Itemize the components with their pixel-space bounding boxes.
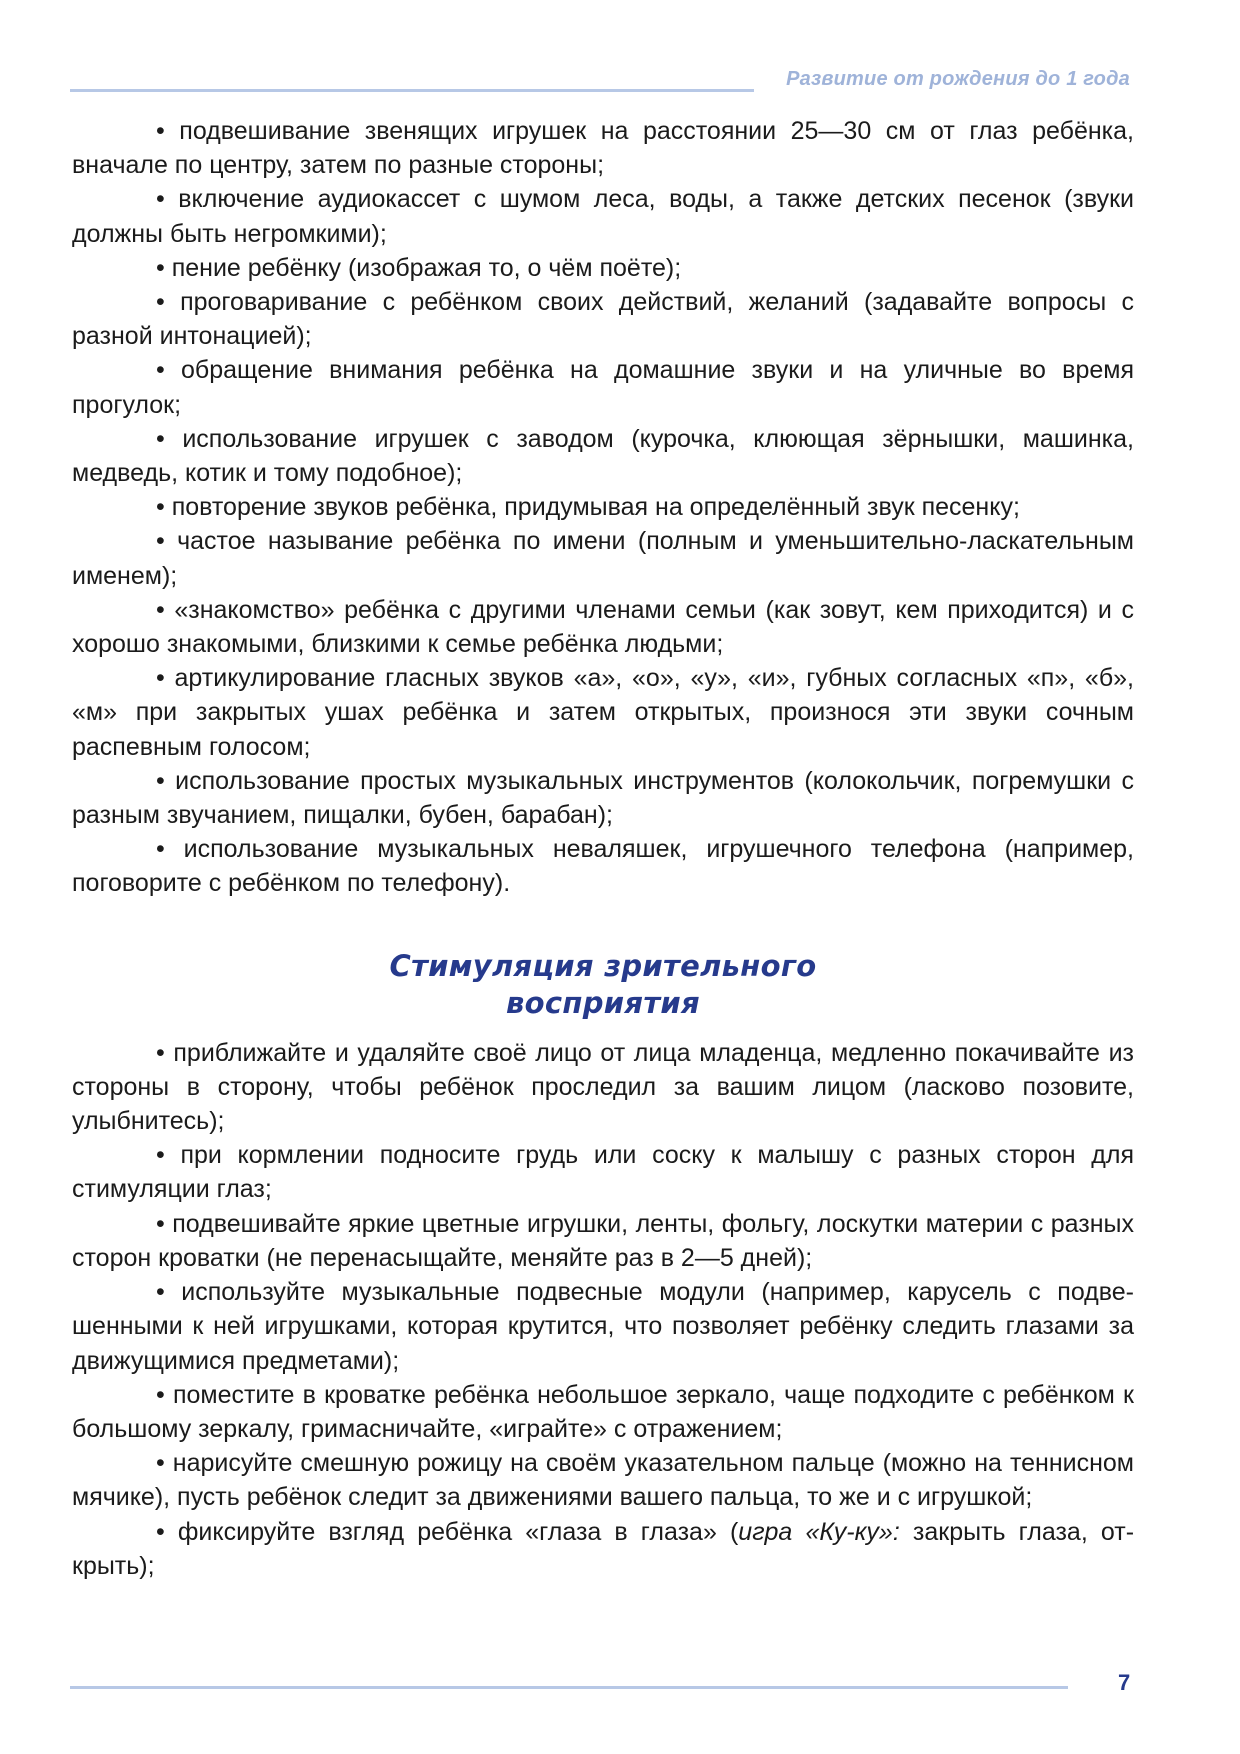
running-header-title: Развитие от рождения до 1 года <box>786 68 1130 90</box>
list-item: • включение аудиокассет с шумом леса, воды, а также детских песенок (звуки должны быть негромкими); <box>72 185 1134 248</box>
list-item: • обращение внимания ребёнка на домашние звуки и на уличные во время прогулок; <box>72 356 1134 419</box>
header-rule <box>70 89 754 92</box>
list-item: • использование музыкальных неваляшек, игрушечного телефона (например, поговорите с ребёнком по телефону). <box>72 835 1134 898</box>
list-item: • подвешивание звенящих игрушек на расстоянии 25—30 см от глаз ребёнка, вначале по центру, затем по разные стороны; <box>72 117 1134 180</box>
list-item-last <box>72 1515 1134 1583</box>
section-heading-line-2: восприятия <box>506 985 700 1020</box>
list-item: • частое называние ребёнка по имени (полным и уменьшительно-ласкательным именем); <box>72 527 1134 590</box>
page-content <box>72 114 1134 1583</box>
list-item: • использование простых музыкальных инструментов (колокольчик, погремушки с разным звучанием, пищалки, бубен, барабан); <box>72 766 1134 830</box>
list-item: • приближайте и удаляйте своё лицо от лица младенца, медленно покачивайте из стороны в сторону, чтобы ребёнок проследил за вашим лицом (ласково позовите, улыбнитесь); <box>72 1038 1134 1136</box>
section-heading-line-1: Стимуляция зрительного <box>389 948 817 983</box>
list-item: • поместите в кроватке ребёнка небольшое зеркало, чаще подходите с ребёнком к большому зеркалу, гримасничайте, «играйте» с отражением; <box>72 1380 1134 1443</box>
section-heading <box>72 948 1134 1022</box>
list-item: • используйте музыкальные подвесные модули (например, карусель с подвешенными к ней игрушками, которая крутится, что позволяет ребёнку следить глазами за движущимися предметами); <box>72 1278 1134 1375</box>
list-item: • повторение звуков ребёнка, придумывая на определённый звук песенку; <box>156 493 1020 522</box>
list-item: • при кормлении подносите грудь или соску к малышу с разных сторон для стимуляции глаз; <box>72 1141 1134 1204</box>
list-item: • использование игрушек с заводом (курочка, клюющая зёрнышки, машинка, медведь, котик и тому подобное); <box>72 424 1134 488</box>
page-number: 7 <box>1118 1670 1131 1695</box>
footer-rule <box>70 1686 1068 1689</box>
list-item: • «знакомство» ребёнка с другими членами семьи (как зовут, кем приходится) и с хорошо знакомыми, близкими к семье ребёнка людьми; <box>72 595 1134 659</box>
list-item-text: • фиксируйте взгляд ребёнка «глаза в глаза» ( <box>156 1517 739 1546</box>
list-item: • нарисуйте смешную рожицу на своём указательном пальце (можно на теннисном мячике), пусть ребёнок следит за движениями вашего пальца, то же и с игрушкой; <box>72 1449 1134 1512</box>
game-name-italic: игра «Ку-ку»: <box>738 1517 900 1546</box>
list-item: • пение ребёнку (изображая то, о чём поёте); <box>156 253 682 282</box>
list-item: • артикулирование гласных звуков «а», «о», «у», «и», губных согласных «п», «б», «м» при закрытых ушах ребёнка и затем открытых, произнося эти звуки сочным распевным голосом; <box>72 664 1134 761</box>
list-item: • проговаривание с ребёнком своих действий, желаний (задавайте вопросы с разной интонацией); <box>72 288 1134 351</box>
list-item: • подвешивайте яркие цветные игрушки, ленты, фольгу, лоскутки материи с разных сторон кроватки (не перенасыщайте, меняйте раз в 2—5 дней); <box>72 1209 1134 1272</box>
list-item-text: закрыть глаза, открыть); <box>72 1517 1135 1580</box>
